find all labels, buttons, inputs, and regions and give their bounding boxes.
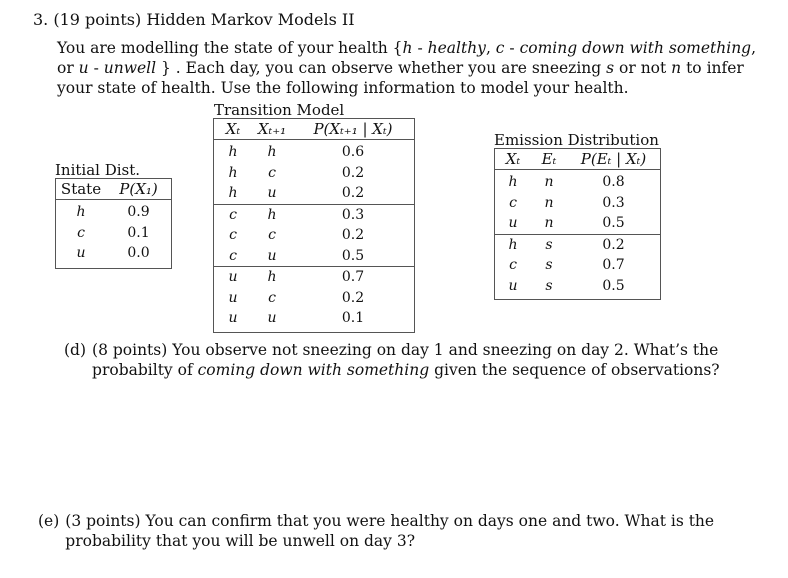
table-row [214, 288, 414, 309]
table-cell: h [228, 185, 238, 202]
table-cell: n [544, 174, 554, 191]
table-row [495, 193, 660, 214]
table-header [214, 119, 414, 140]
table-cell: n [544, 194, 554, 211]
table-cell: 0.2 [341, 289, 365, 306]
symbol-h: h [402, 39, 413, 57]
table-cell: 0.5 [341, 247, 365, 264]
table-row [214, 183, 414, 204]
table-row [495, 172, 660, 193]
transition-model-caption: Transition Model [214, 101, 345, 119]
table-cell: c [229, 247, 237, 264]
table-cell: u [228, 269, 238, 286]
table-cell: u [267, 310, 277, 327]
part-e [38, 511, 758, 551]
part-d-label: (d) [64, 341, 87, 359]
table-cell: c [229, 227, 237, 244]
table-cell: c [509, 194, 517, 211]
table-cell: s [545, 257, 553, 274]
table-cell: 0.0 [127, 245, 150, 262]
symbol-s: s [606, 59, 615, 77]
part-d-body: given the sequence of observations? [429, 361, 720, 379]
initial-dist-table [55, 178, 172, 269]
table-cell: s [545, 277, 553, 294]
col-header: P(Xₜ₊₁ | Xₜ) [313, 120, 393, 138]
table-cell: 0.6 [341, 144, 365, 161]
col-header: State [60, 180, 102, 198]
table-row [214, 246, 414, 267]
table-cell: 0.7 [602, 257, 625, 274]
table-row [214, 204, 414, 226]
part-e-body: You can confirm that you were healthy on days one and two. What is the probability that you will be unwell on day 3? [65, 512, 715, 550]
table-cell: c [77, 224, 85, 241]
def-healthy: healthy [427, 39, 486, 57]
emission-dist-table [494, 148, 661, 300]
table-cell: h [267, 206, 277, 223]
table-cell: c [268, 227, 276, 244]
table-row [56, 243, 171, 264]
table-cell: s [545, 236, 553, 253]
col-header: Xₜ [505, 150, 521, 168]
table-cell: 0.2 [341, 164, 365, 181]
emission-dist-caption: Emission Distribution [494, 131, 659, 149]
table-cell: 0.1 [341, 310, 365, 327]
table-header [56, 179, 171, 200]
table-cell: 0.2 [602, 236, 625, 253]
table-cell: 0.7 [341, 269, 365, 286]
intro-text: } . Each day, you can observe whether you are sneezing [156, 59, 607, 77]
table-cell: u [508, 215, 518, 232]
intro-dash: - [504, 39, 520, 57]
col-header: P(Eₜ | Xₜ) [580, 150, 647, 168]
table-cell: u [76, 245, 86, 262]
table-row [214, 266, 414, 288]
intro-paragraph [57, 38, 757, 98]
table-row [56, 202, 171, 223]
table-cell: c [268, 164, 276, 181]
table-cell: h [508, 236, 518, 253]
def-coming-down: coming down with something [519, 39, 752, 57]
col-header: Xₜ [225, 120, 241, 138]
table-cell: u [267, 185, 277, 202]
intro-text: to infer your state of health. Use the following information to model your health. [57, 59, 744, 97]
table-row [495, 276, 660, 297]
table-cell: h [267, 144, 277, 161]
table-cell: u [508, 277, 518, 294]
table-cell: u [228, 289, 238, 306]
intro-sep: , [485, 39, 496, 57]
col-header: Eₜ [541, 150, 557, 168]
part-d-points: (8 points) [92, 341, 168, 359]
question-header [33, 10, 355, 29]
table-cell: 0.1 [127, 224, 150, 241]
def-unwell: unwell [103, 59, 157, 77]
table-cell: h [228, 144, 238, 161]
part-e-points: (3 points) [65, 512, 141, 530]
symbol-u: u [78, 59, 89, 77]
table-cell: h [508, 174, 518, 191]
table-row [495, 213, 660, 234]
intro-sep: , or [57, 39, 757, 77]
part-d-emphasis: coming down with something [197, 361, 430, 379]
table-cell: c [268, 289, 276, 306]
table-cell: u [228, 310, 238, 327]
intro-text: You are modelling the state of your health { [57, 39, 403, 57]
transition-body [214, 142, 414, 329]
table-cell: u [267, 247, 277, 264]
intro-dash: - [88, 59, 104, 77]
symbol-n: n [671, 59, 682, 77]
table-cell: c [229, 206, 237, 223]
table-cell: 0.2 [341, 185, 365, 202]
table-row [214, 142, 414, 163]
part-e-text [65, 511, 758, 551]
table-row [214, 308, 414, 329]
col-header: P(X₁) [119, 180, 158, 198]
emission-body [495, 172, 660, 296]
table-row [495, 234, 660, 256]
table-row [56, 223, 171, 244]
table-cell: 0.3 [341, 206, 365, 223]
part-d [64, 340, 764, 380]
initial-dist-caption: Initial Dist. [55, 161, 141, 179]
table-cell: 0.9 [127, 204, 150, 221]
part-d-text [92, 340, 764, 380]
table-cell: 0.5 [602, 277, 625, 294]
intro-text: or not [614, 59, 672, 77]
table-cell: 0.8 [602, 174, 625, 191]
table-cell: h [76, 204, 86, 221]
transition-model-table [213, 118, 415, 333]
intro-dash: - [412, 39, 428, 57]
table-row [214, 163, 414, 184]
col-header: Xₜ₊₁ [257, 120, 287, 138]
table-cell: n [544, 215, 554, 232]
table-cell: h [267, 269, 277, 286]
question-number: 3. [33, 10, 49, 29]
question-points: (19 points) [53, 10, 142, 29]
table-row [495, 255, 660, 276]
table-cell: 0.5 [602, 215, 625, 232]
table-cell: 0.3 [602, 194, 625, 211]
question-title: Hidden Markov Models II [146, 10, 355, 29]
table-cell: 0.2 [341, 227, 365, 244]
symbol-c: c [495, 39, 505, 57]
table-cell: c [509, 257, 517, 274]
part-e-label: (e) [38, 512, 60, 530]
table-row [214, 225, 414, 246]
table-header [495, 149, 660, 170]
table-cell: h [228, 164, 238, 181]
part-d-body: You observe not sneezing on day 1 and sneezing on day 2. What’s the probabilty of [92, 341, 719, 379]
